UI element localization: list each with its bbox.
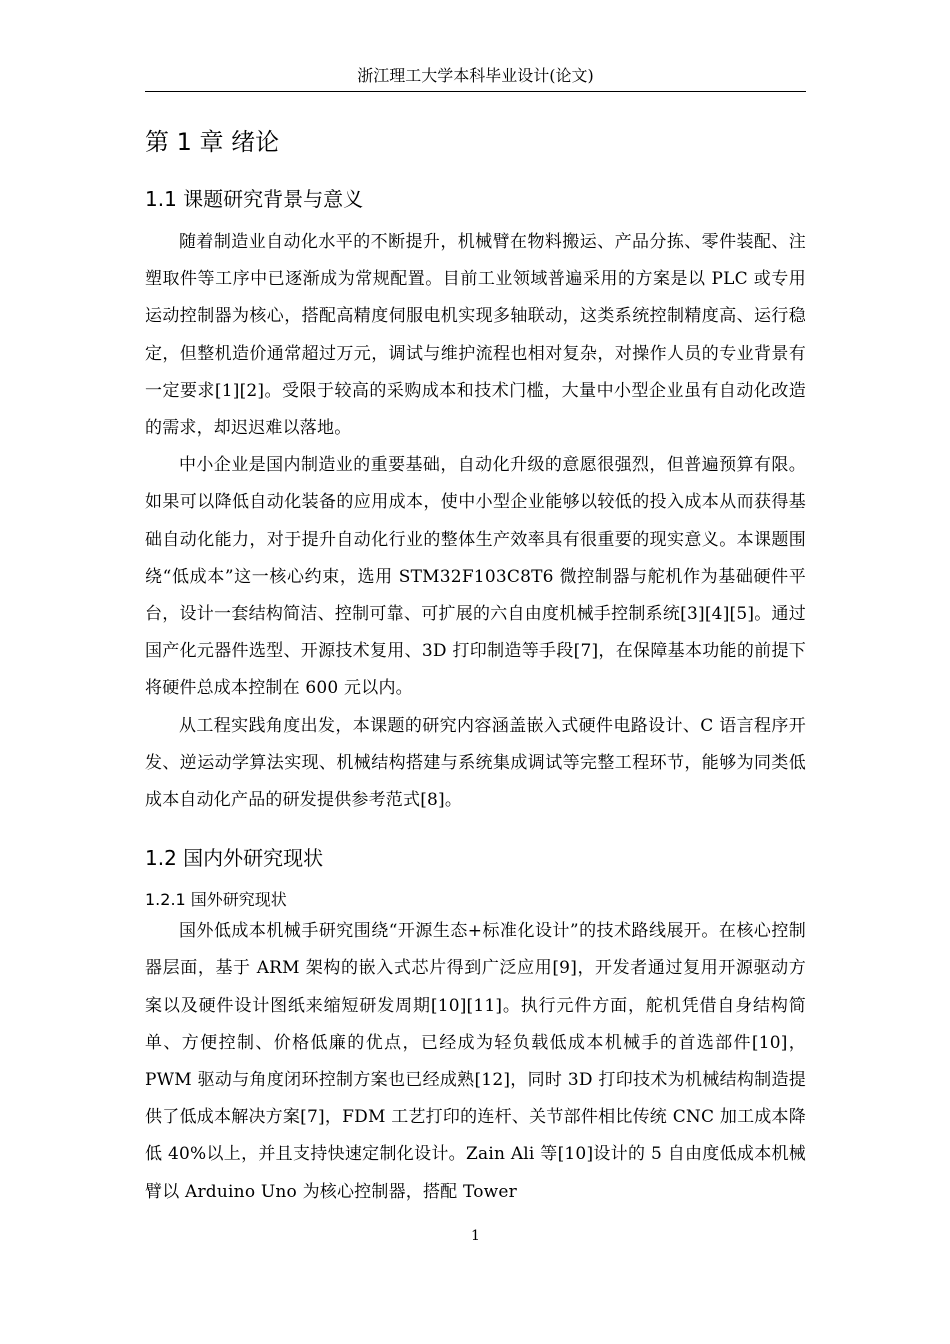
section-title-1-1: 1.1 课题研究背景与意义: [145, 187, 364, 211]
paragraph: 中小企业是国内制造业的重要基础，自动化升级的意愿很强烈，但普遍预算有限。如果可以降低自动化装备的应用成本，使中小型企业能够以较低的投入成本从而获得基础自动化能力，对于提升自动化行业的整体生产效率具有很重要的现实意义。本课题围绕“低成本”这一核心约束，选用 STM32F103C8T6 微控制器与舵机作为基础硬件平台，设计一套结构简洁、控制可靠、可扩展的六自由度机械手控制系统[3][4][5]。通过国产化元器件选型、开源技术复用、3D 打印制造等手段[7]，在保障基本功能的前提下将硬件总成本控制在 600 元以内。: [145, 455, 806, 699]
paragraph: 随着制造业自动化水平的不断提升，机械臂在物料搬运、产品分拣、零件装配、注塑取件等工序中已逐渐成为常规配置。目前工业领域普遍采用的方案是以 PLC 或专用运动控制器为核心，搭配高精度伺服电机实现多轴联动，这类系统控制精度高、运行稳定，但整机造价通常超过万元，调试与维护流程也相对复杂，对操作人员的专业背景有一定要求[1][2]。受限于较高的采购成本和技术门槛，大量中小型企业虽有自动化改造的需求，却迟迟难以落地。: [145, 232, 806, 439]
page-body: [145, 116, 806, 1211]
header-rule: [145, 91, 806, 92]
running-header: 浙江理工大学本科毕业设计(论文): [357, 66, 594, 85]
subsection-title-1-2-1: 1.2.1 国外研究现状: [145, 890, 287, 910]
chapter-title: 第 1 章 绪论: [145, 128, 280, 156]
section-title-1-2: 1.2 国内外研究现状: [145, 846, 324, 871]
page-number: 1: [471, 1228, 480, 1244]
paragraph: 从工程实践角度出发，本课题的研究内容涵盖嵌入式硬件电路设计、C 语言程序开发、逆运动学算法实现、机械结构搭建与系统集成调试等完整工程环节，能够为同类低成本自动化产品的研发提供参考范式[8]。: [145, 715, 806, 811]
paragraph: 国外低成本机械手研究围绕“开源生态+标准化设计”的技术路线展开。在核心控制器层面，基于 ARM 架构的嵌入式芯片得到广泛应用[9]，开发者通过复用开源驱动方案以及硬件设计图纸来缩短研发周期[10][11]。执行元件方面，舵机凭借自身结构简单、方便控制、价格低廉的优点，已经成为轻负载低成本机械手的首选部件[10]，PWM 驱动与角度闭环控制方案也已经成熟[12]，同时 3D 打印技术为机械结构制造提供了低成本解决方案[7]，FDM 工艺打印的连杆、关节部件相比传统 CNC 加工成本降低 40%以上，并且支持快速定制化设计。Zain Ali 等[10]设计的 5 自由度低成本机械臂以 Arduino Uno 为核心控制器，搭配 Tower: [145, 921, 806, 1202]
